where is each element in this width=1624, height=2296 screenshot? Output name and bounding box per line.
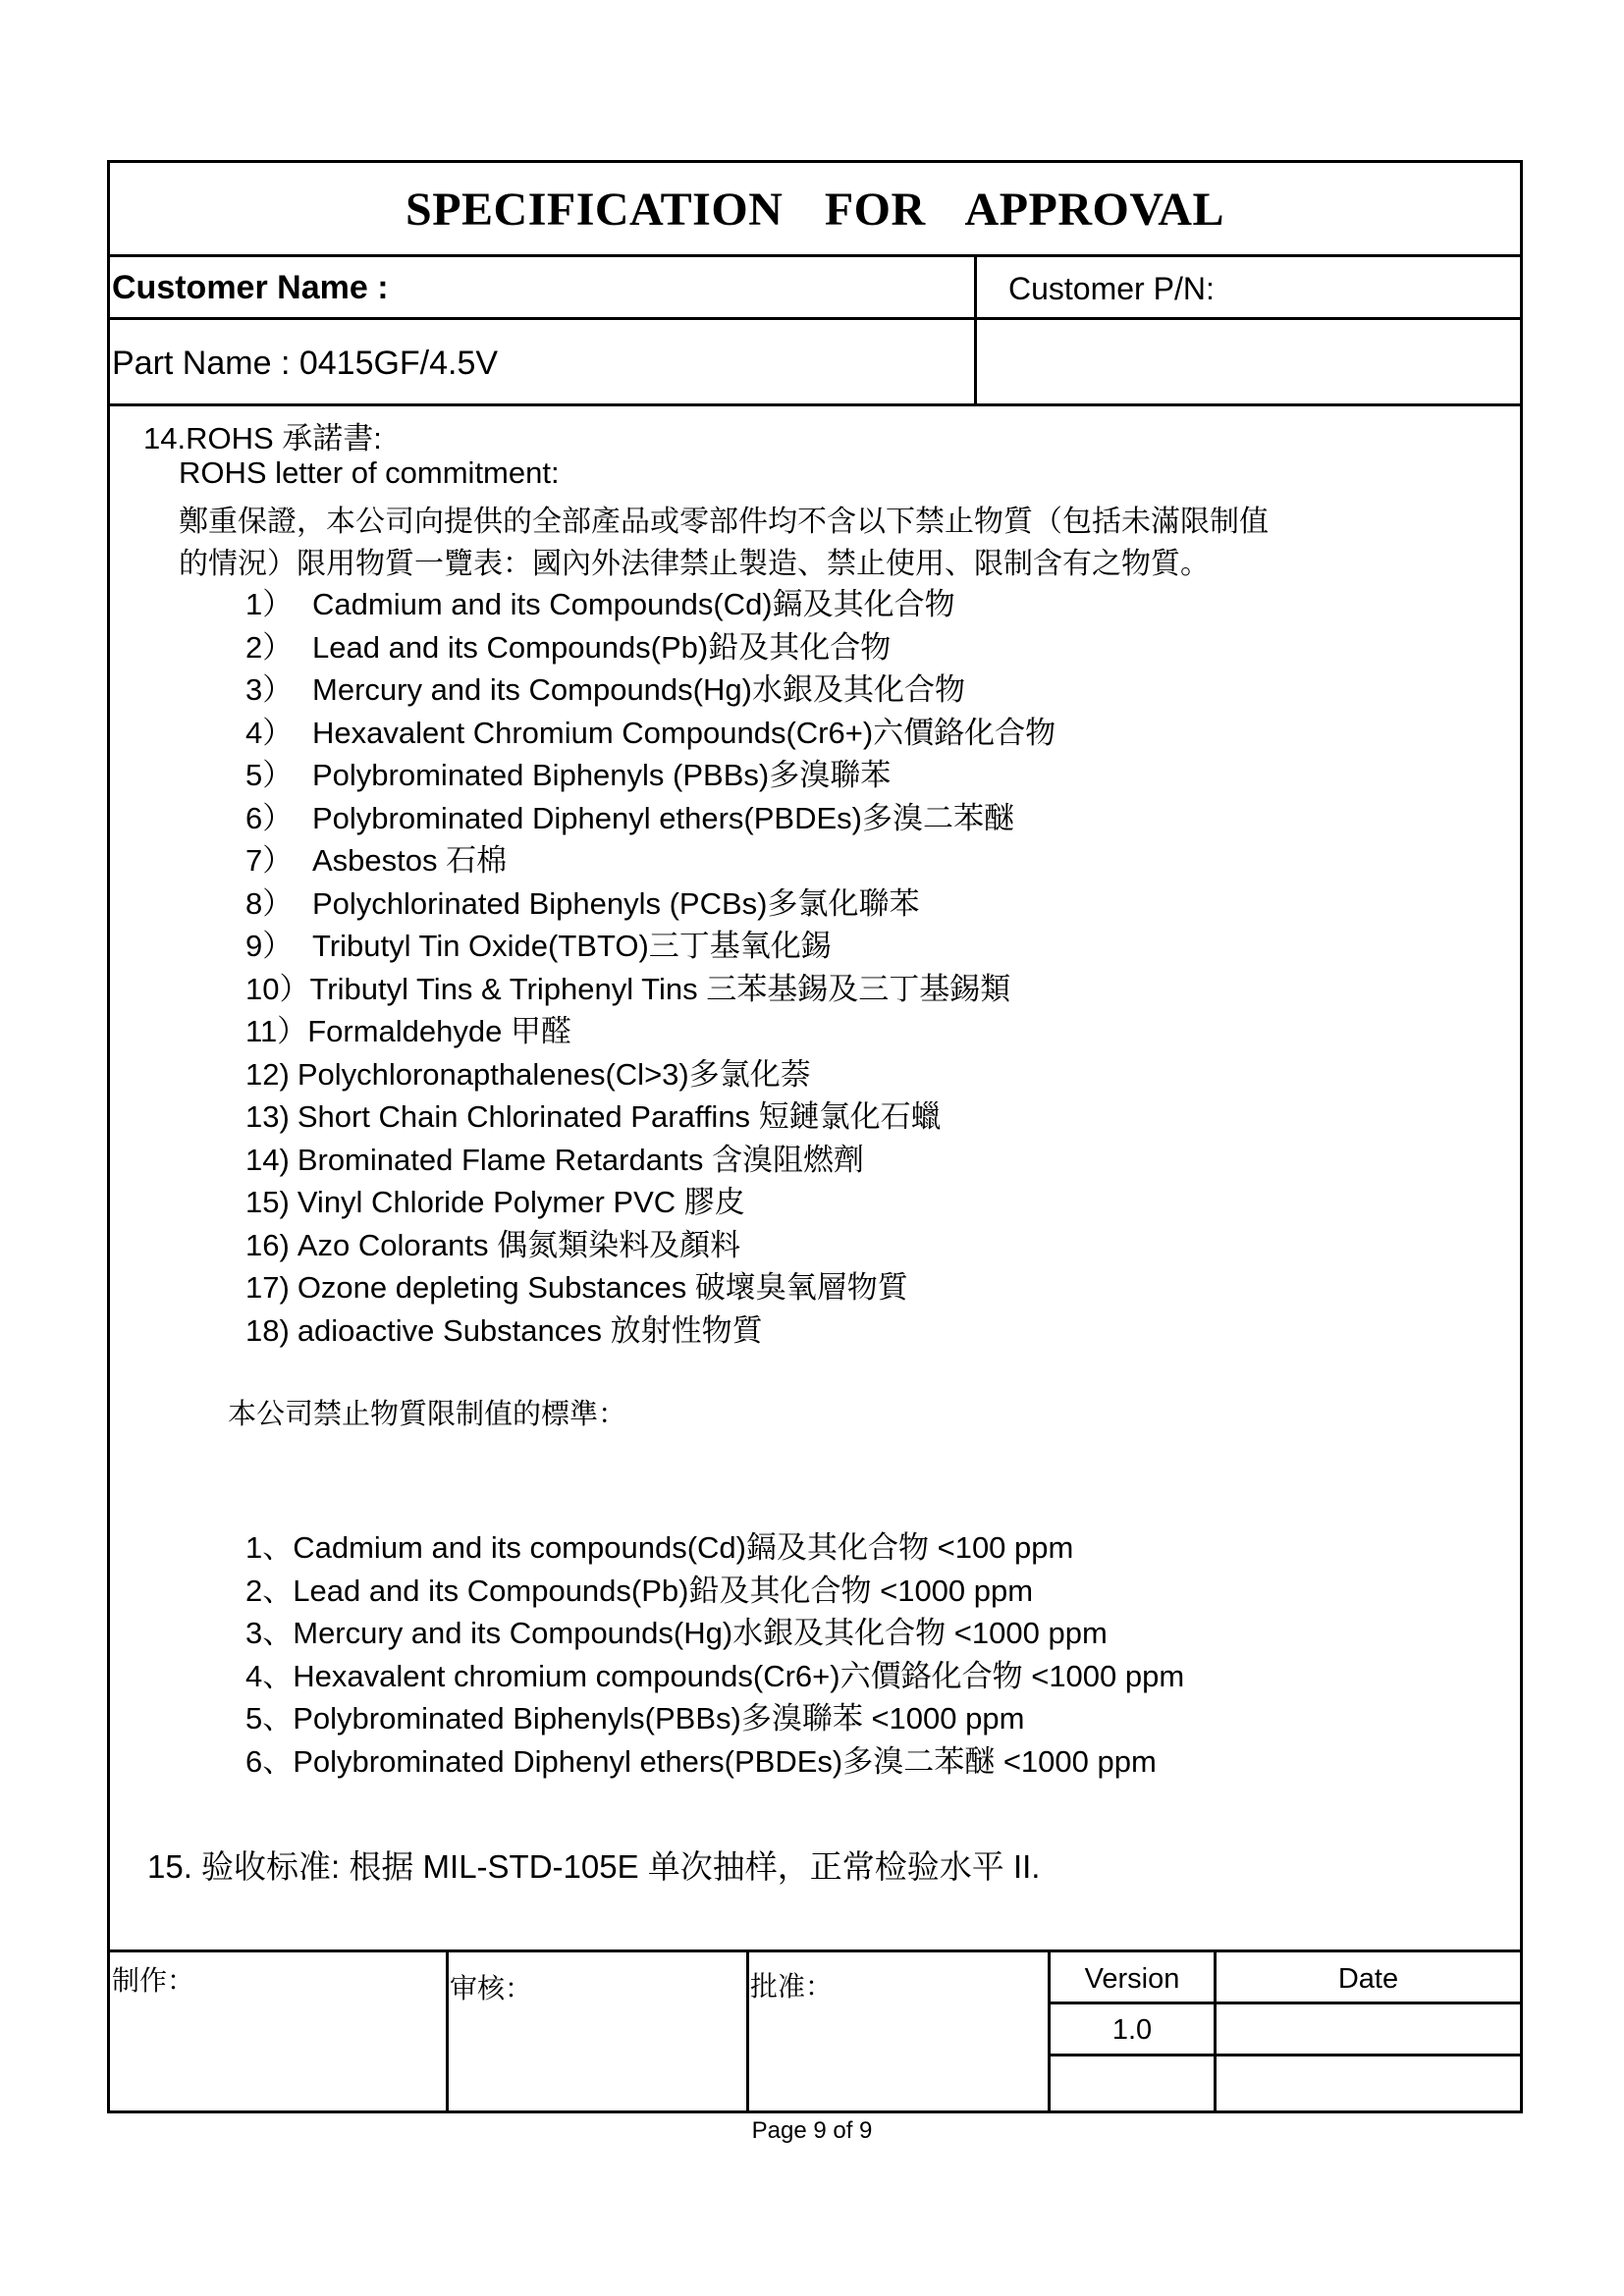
- section-14-heading: 14.ROHS 承諾書:: [143, 421, 382, 455]
- substance-item: [245, 750, 891, 794]
- substance-item-number: 12): [245, 1056, 290, 1092]
- date-label: Date: [1337, 1963, 1399, 1995]
- substance-item-number: 17): [245, 1270, 290, 1305]
- substance-item-text: Polybrominated Diphenyl ethers(PBDEs)多溴二苯醚: [312, 800, 1014, 835]
- substance-item-text: Polybrominated Biphenyls (PBBs)多溴聯苯: [312, 758, 892, 792]
- substance-item-number: 3）: [245, 672, 294, 707]
- substance-item: [245, 835, 507, 880]
- substance-item-text: Ozone depleting Substances 破壞臭氧層物質: [297, 1270, 908, 1305]
- divider: [974, 254, 977, 406]
- limit-item: 6、Polybrominated Diphenyl ethers(PBDEs)多溴二苯醚 <1000 ppm: [245, 1743, 1157, 1779]
- substance-item: [245, 708, 1056, 752]
- divider: [1048, 2002, 1520, 2004]
- substance-item-text: Polychlorinated Biphenyls (PCBs)多氯化聯苯: [312, 885, 920, 921]
- substance-item: [245, 964, 1010, 1008]
- substance-item: [245, 1177, 745, 1221]
- substance-item-number: 11）: [245, 1014, 308, 1048]
- divider: [110, 403, 1520, 406]
- substance-item-text: Lead and its Compounds(Pb)鉛及其化合物: [312, 629, 892, 665]
- substance-item-number: 13): [245, 1099, 290, 1134]
- substance-item: [245, 1306, 763, 1350]
- substance-item-number: 10）: [245, 971, 310, 1006]
- substance-item: [245, 793, 1014, 837]
- substance-item-text: Cadmium and its Compounds(Cd)鎘及其化合物: [312, 587, 955, 621]
- divider: [746, 1949, 749, 2110]
- substance-item: [245, 879, 920, 923]
- commitment-paragraph-line-2: 的情況）限用物質一覽表：國內外法律禁止製造、禁止使用、限制含有之物質。: [179, 547, 1210, 581]
- substance-item-number: 5）: [245, 758, 294, 792]
- document-frame: [107, 160, 1523, 2113]
- reviewed-by-label: 审核：: [450, 1972, 533, 2004]
- substance-item-number: 16): [245, 1227, 290, 1262]
- substance-item: [245, 1006, 571, 1050]
- substance-item-number: 15): [245, 1185, 290, 1219]
- substance-item-text: Hexavalent Chromium Compounds(Cr6+)六價鉻化合物: [312, 715, 1056, 750]
- substance-item-text: Mercury and its Compounds(Hg)水銀及其化合物: [312, 672, 965, 707]
- version-value: 1.0: [1111, 2014, 1153, 2046]
- substance-item-number: 9）: [245, 929, 294, 963]
- part-name: Part Name : 0415GF/4.5V: [112, 345, 499, 382]
- substance-item-text: Short Chain Chlorinated Paraffins 短鏈氯化石蠟: [297, 1099, 942, 1134]
- substance-item-text: Azo Colorants 偶氮類染料及顏料: [297, 1227, 741, 1262]
- substance-item: [245, 622, 891, 667]
- limit-item: 1、Cadmium and its compounds(Cd)鎘及其化合物 <100 ppm: [245, 1530, 1074, 1565]
- substance-item-text: Vinyl Chloride Polymer PVC 膠皮: [297, 1185, 745, 1219]
- version-label: Version: [1084, 1963, 1180, 1995]
- divider: [110, 317, 1520, 320]
- substance-item-text: Asbestos 石棉: [312, 843, 508, 878]
- substance-item: [245, 665, 965, 709]
- section-15-text: 15. 验收标准: 根据 MIL-STD-105E 单次抽样，正常检验水平 II.: [147, 1848, 1041, 1885]
- substance-item: [245, 1092, 942, 1136]
- substance-item: [245, 1049, 811, 1094]
- substance-item-number: 8）: [245, 885, 294, 921]
- substance-item-text: Tributyl Tins & Triphenyl Tins 三苯基錫及三丁基錫類: [309, 971, 1011, 1006]
- limits-heading: 本公司禁止物質限制值的標準：: [228, 1397, 627, 1430]
- divider: [446, 1949, 449, 2110]
- divider: [1048, 2054, 1520, 2056]
- substance-item-number: 14): [245, 1142, 290, 1177]
- substance-item-number: 6）: [245, 800, 294, 835]
- divider: [110, 1949, 1520, 1952]
- substance-item-text: Formaldehyde 甲醛: [307, 1014, 571, 1048]
- divider: [110, 254, 1520, 257]
- substance-item-number: 7）: [245, 843, 294, 878]
- made-by-label: 制作：: [112, 1964, 195, 1997]
- substance-item-number: 4）: [245, 715, 294, 750]
- substance-item-text: adioactive Substances 放射性物質: [297, 1312, 763, 1348]
- substance-item: [245, 1135, 864, 1179]
- substance-item: [245, 921, 832, 965]
- substance-item-text: Polychloronapthalenes(Cl>3)多氯化萘: [297, 1056, 811, 1092]
- substance-item-text: Tributyl Tin Oxide(TBTO)三丁基氧化錫: [312, 929, 832, 963]
- limit-item: 4、Hexavalent chromium compounds(Cr6+)六價鉻化合物 <1000 ppm: [245, 1658, 1185, 1693]
- page-title: SPECIFICATION FOR APPROVAL: [406, 184, 1224, 236]
- substance-item-number: 2）: [245, 629, 294, 665]
- substance-item-text: Brominated Flame Retardants 含溴阻燃劑: [297, 1142, 864, 1177]
- limit-item: 5、Polybrominated Biphenyls(PBBs)多溴聯苯 <1000 ppm: [245, 1701, 1025, 1735]
- substance-item-number: 18): [245, 1312, 290, 1348]
- limit-item: 2、Lead and its Compounds(Pb)鉛及其化合物 <1000 ppm: [245, 1573, 1034, 1608]
- customer-name-label: Customer Name :: [112, 269, 389, 306]
- section-14-subheading: ROHS letter of commitment:: [179, 455, 560, 490]
- substance-item: [245, 579, 955, 623]
- page-number: Page 9 of 9: [751, 2117, 873, 2144]
- substance-item-number: 1）: [245, 587, 294, 621]
- limit-item: 3、Mercury and its Compounds(Hg)水銀及其化合物 <1000 ppm: [245, 1616, 1108, 1650]
- substance-item: [245, 1262, 908, 1307]
- commitment-paragraph-line-1: 鄭重保證，本公司向提供的全部產品或零部件均不含以下禁止物質（包括未滿限制值: [179, 505, 1269, 539]
- substance-item: [245, 1220, 740, 1264]
- customer-pn-label: Customer P/N:: [1008, 271, 1215, 306]
- approved-by-label: 批准：: [750, 1970, 834, 2002]
